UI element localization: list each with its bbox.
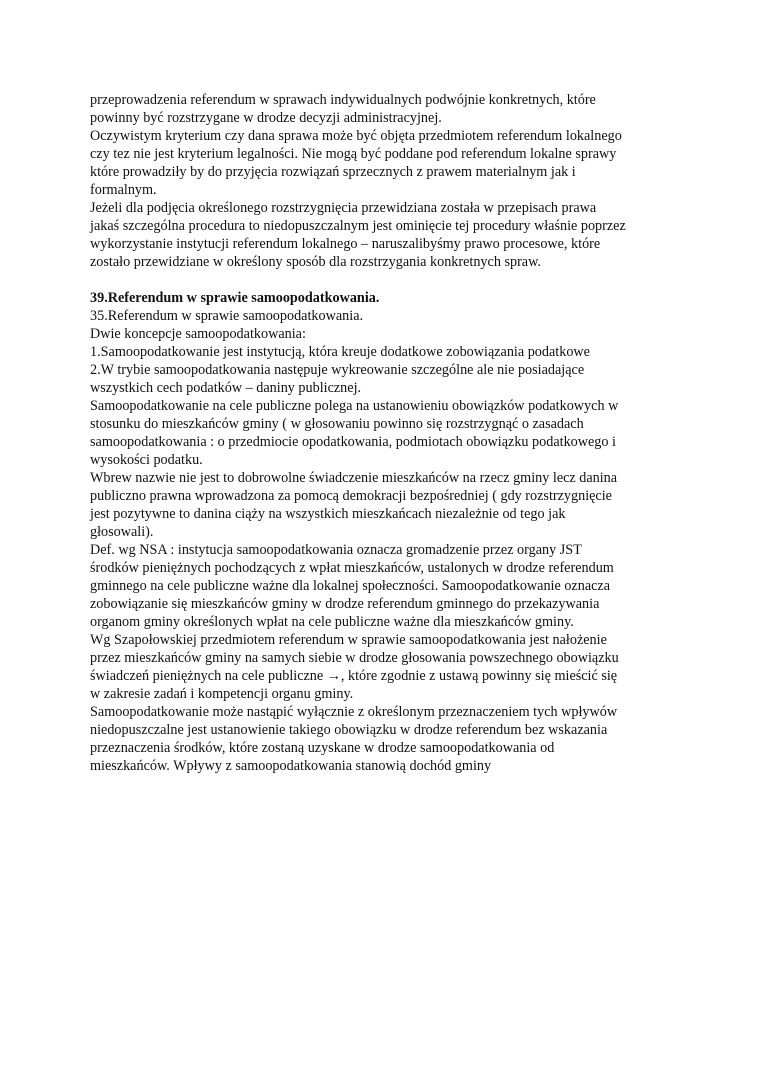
body-line: 1.Samoopodatkowanie jest instytucją, która kreuje dodatkowe zobowiązania podatkowe xyxy=(90,344,590,360)
body-line: Wg Szapołowskiej przedmiotem referendum w sprawie samoopodatkowania jest nałożenie xyxy=(90,632,607,648)
body-line: wykorzystanie instytucji referendum lokalnego – naruszalibyśmy prawo procesowe, które xyxy=(90,236,601,252)
body-line: przeznaczenia środków, które zostaną uzyskane w drodze samoopodatkowania od xyxy=(90,740,555,756)
body-line: 35.Referendum w sprawie samoopodatkowania. xyxy=(90,308,364,324)
body-line: środków pieniężnych pochodzących z wpłat mieszkańców, ustalonych w drodze referendum xyxy=(90,560,614,576)
body-line: wysokości podatku. xyxy=(90,452,203,468)
body-line: Jeżeli dla podjęcia określonego rozstrzygnięcia przewidziana została w przepisach prawa xyxy=(90,200,597,216)
body-line: organom gminy określonych wpłat na cele publiczne ważne dla mieszkańców gminy. xyxy=(90,614,574,630)
section-heading: 39.Referendum w sprawie samoopodatkowania. xyxy=(90,290,380,306)
body-line: które prowadziły by do przyjęcia rozwiązań sprzecznych z prawem materialnym jak i xyxy=(90,164,576,180)
body-line: Dwie koncepcje samoopodatkowania: xyxy=(90,326,306,342)
paragraph-gap xyxy=(90,271,690,289)
body-line: przez mieszkańców gminy na samych siebie w drodze głosowania powszechnego obowiązku xyxy=(90,650,619,666)
body-line: świadczeń pieniężnych na cele publiczne →, które zgodnie z ustawą powinny się mieścić się xyxy=(90,668,618,684)
body-line: Wbrew nazwie nie jest to dobrowolne świadczenie mieszkańców na rzecz gminy lecz danina xyxy=(90,470,618,486)
body-line: zobowiązanie się mieszkańców gminy w drodze referendum gminnego do przekazywania xyxy=(90,596,600,612)
body-line: powinny być rozstrzygane w drodze decyzji administracyjnej. xyxy=(90,110,442,126)
body-line: czy tez nie jest kryterium legalności. Nie mogą być poddane pod referendum lokalne sprawy xyxy=(90,146,617,162)
body-line: Def. wg NSA : instytucja samoopodatkowania oznacza gromadzenie przez organy JST xyxy=(90,542,582,558)
body-line: wszystkich cech podatków – daniny publicznej. xyxy=(90,380,362,396)
body-line: niedopuszczalne jest ustanowienie takiego obowiązku w drodze referendum bez wskazania xyxy=(90,722,608,738)
body-line: przeprowadzenia referendum w sprawach indywidualnych podwójnie konkretnych, które xyxy=(90,92,596,108)
body-line: publiczno prawna wprowadzona za pomocą demokracji bezpośredniej ( gdy rozstrzygnięcie xyxy=(90,488,612,504)
document-body xyxy=(90,91,690,775)
body-line: jakaś szczególna procedura to niedopuszczalnym jest ominięcie tej procedury właśnie poprzez xyxy=(90,218,626,234)
body-line: jest pozytywne to danina ciąży na wszystkich mieszkańcach niezależnie od tego jak xyxy=(90,506,566,522)
body-line: gminnego na cele publiczne ważne dla lokalnej społeczności. Samoopodatkowanie oznacza xyxy=(90,578,611,594)
body-line: formalnym. xyxy=(90,182,157,198)
body-line: Oczywistym kryterium czy dana sprawa może być objęta przedmiotem referendum lokalnego xyxy=(90,128,622,144)
body-line: głosowali). xyxy=(90,524,154,540)
body-line: zostało przewidziane w określony sposób dla rozstrzygania konkretnych spraw. xyxy=(90,254,541,270)
body-line: mieszkańców. Wpływy z samoopodatkowania stanowią dochód gminy xyxy=(90,758,492,774)
body-line: w zakresie zadań i kompetencji organu gminy. xyxy=(90,686,354,702)
body-line: 2.W trybie samoopodatkowania następuje wykreowanie szczególne ale nie posiadające xyxy=(90,362,585,378)
body-line: Samoopodatkowanie na cele publiczne polega na ustanowieniu obowiązków podatkowych w xyxy=(90,398,619,414)
body-line: stosunku do mieszkańców gminy ( w głosowaniu powinno się rozstrzygnąć o zasadach xyxy=(90,416,584,432)
body-line: Samoopodatkowanie może nastąpić wyłącznie z określonym przeznaczeniem tych wpływów xyxy=(90,704,618,720)
body-line: samoopodatkowania : o przedmiocie opodatkowania, podmiotach obowiązku podatkowego i xyxy=(90,434,616,450)
